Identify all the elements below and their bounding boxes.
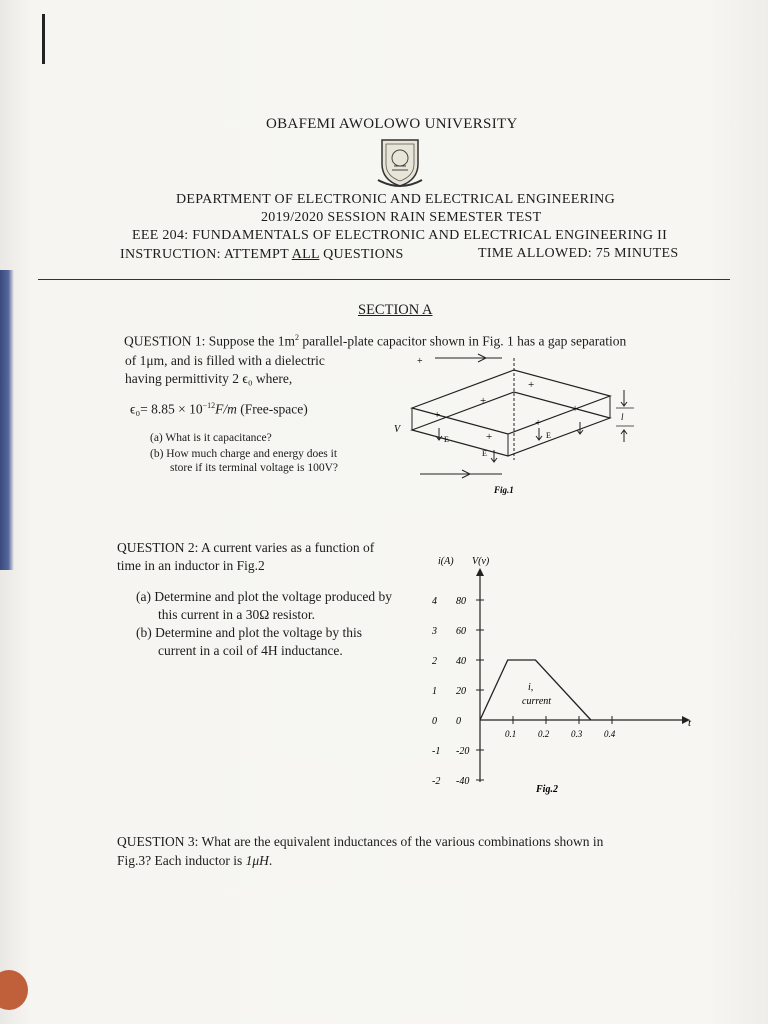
i-tick-label: 1	[432, 686, 437, 697]
i-tick-label: -2	[432, 776, 441, 787]
v-tick-label: 40	[456, 656, 466, 667]
q1-line1	[124, 333, 626, 350]
fig1-l-label: l	[621, 412, 624, 422]
q2-label: QUESTION 2:	[117, 540, 199, 555]
fig1-caption: Fig.1	[494, 485, 514, 495]
q1-line1-a: Suppose the 1m	[205, 333, 295, 349]
svg-text:+: +	[480, 395, 487, 407]
i-tick-label: -1	[432, 746, 441, 757]
q1-line3: having permittivity 2 ϵ₀ where,	[125, 371, 293, 386]
x-tick-label: 0.2	[538, 729, 550, 739]
x-tick-label: 0.1	[505, 729, 517, 739]
q2-line1	[117, 540, 374, 556]
x-tick-label: 0.3	[571, 729, 583, 739]
i-tick-label: 2	[432, 656, 437, 667]
q3-line1-text: What are the equivalent inductances of the various combinations shown in	[198, 834, 604, 849]
q1-line1-sup: 2	[295, 333, 299, 342]
svg-text:+: +	[417, 356, 423, 367]
q3-line2-c: .	[268, 853, 273, 868]
curve-label-1: i,	[528, 682, 534, 693]
q1-formula-unit: F/m	[215, 401, 237, 417]
q1-formula-sup: −12	[202, 401, 216, 410]
fig1-v-label: V	[394, 424, 401, 435]
v-tick-label: -20	[456, 746, 470, 757]
q1-label: QUESTION 1:	[124, 333, 206, 349]
q3-line2-b: 1μH	[245, 853, 269, 868]
time-allowed: TIME ALLOWED: 75 MINUTES	[478, 246, 679, 261]
axis-i-label: i(A)	[438, 556, 454, 567]
i-tick-label: 3	[432, 626, 437, 637]
fig1-e-label: E	[444, 435, 449, 444]
q1-line2: of 1μm, and is filled with a dielectric	[125, 353, 325, 368]
v-tick-label: 20	[456, 686, 466, 697]
instruction-suffix: QUESTIONS	[319, 247, 404, 262]
q3-line2-a: Fig.3? Each inductor is	[117, 853, 246, 868]
q3-line1	[117, 834, 603, 850]
axis-v-label: V(v)	[472, 556, 490, 567]
q3-line2	[117, 853, 272, 869]
course-title: EEE 204: FUNDAMENTALS OF ELECTRONIC AND ELECTRICAL ENGINEERING II	[132, 228, 668, 243]
q1-part-b1: (b) How much charge and energy does it	[150, 448, 338, 460]
fig2-chart	[420, 550, 700, 800]
session-line: 2019/2020 SESSION RAIN SEMESTER TEST	[261, 210, 542, 225]
svg-text:+: +	[434, 409, 441, 421]
axis-t-label: t	[688, 717, 692, 729]
university-crest	[376, 136, 424, 188]
department-name: DEPARTMENT OF ELECTRONIC AND ELECTRICAL ENGINEERING	[176, 192, 615, 207]
svg-text:E: E	[546, 431, 551, 440]
blue-background-edge	[0, 270, 14, 570]
fig2-caption: Fig.2	[536, 784, 558, 795]
section-title: SECTION A	[358, 302, 433, 318]
y-axis-arrow	[476, 568, 484, 576]
v-tick-label: -40	[456, 776, 470, 787]
q2-part-a2: this current in a 30Ω resistor.	[158, 607, 316, 622]
svg-text:+: +	[572, 403, 579, 415]
q1-line1-b: parallel-plate capacitor shown in Fig. 1 has a gap separation	[299, 333, 627, 349]
q2-part-b1: (b) Determine and plot the voltage by this	[136, 625, 363, 640]
q2-part-b2: current in a coil of 4H inductance.	[158, 643, 343, 658]
curve-label-2: current	[522, 696, 552, 707]
i-tick-label: 0	[432, 716, 437, 727]
q1-part-b2: store if its terminal voltage is 100V?	[170, 462, 338, 474]
current-trace	[480, 660, 591, 720]
v-tick-label: 0	[456, 716, 461, 727]
q2-line2: time in an inductor in Fig.2	[117, 558, 265, 573]
v-tick-label: 60	[456, 626, 466, 637]
q1-formula-a: ϵ₀= 8.85 × 10	[130, 401, 203, 417]
svg-text:+: +	[486, 431, 493, 443]
x-tick-label: 0.4	[604, 729, 616, 739]
instruction-line	[120, 247, 404, 263]
q1-part-a: (a) What is it capacitance?	[150, 432, 272, 444]
svg-text:E: E	[482, 449, 487, 458]
fig1-capacitor	[390, 350, 640, 500]
q3-label: QUESTION 3:	[117, 834, 199, 849]
instruction-all: ALL	[291, 247, 320, 262]
v-tick-label: 80	[456, 596, 466, 607]
q1-formula	[130, 401, 308, 418]
i-tick-label: 4	[432, 596, 437, 607]
university-name: OBAFEMI AWOLOWO UNIVERSITY	[266, 116, 518, 132]
q1-formula-c: (Free-space)	[236, 401, 308, 417]
header-rule	[38, 279, 730, 280]
pen-mark	[42, 14, 45, 64]
svg-text:+: +	[528, 379, 535, 391]
instruction-prefix: INSTRUCTION: ATTEMPT	[120, 247, 292, 262]
q2-line1-text: A current varies as a function of	[198, 540, 375, 555]
svg-text:+: +	[535, 417, 542, 429]
q2-part-a1: (a) Determine and plot the voltage produced by	[136, 589, 393, 604]
